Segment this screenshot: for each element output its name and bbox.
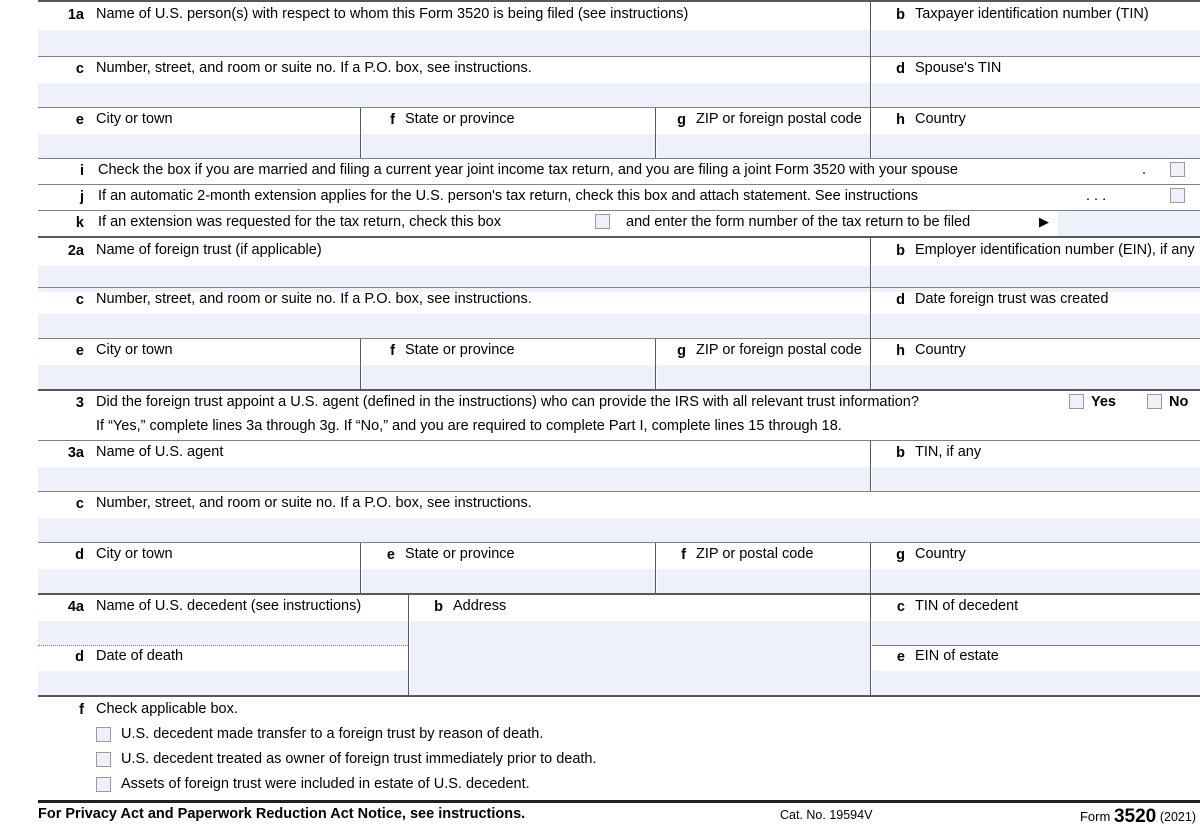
form-identifier bbox=[1080, 806, 1196, 828]
field-1d-input[interactable] bbox=[872, 83, 1200, 107]
line-4e-label: EIN of estate bbox=[915, 648, 999, 664]
line-3d-label: City or town bbox=[96, 546, 173, 562]
field-3d-input[interactable] bbox=[38, 569, 360, 593]
line-1i-number: i bbox=[79, 163, 84, 179]
line-3-subtext: If “Yes,” complete lines 3a through 3g. If “No,” and you are required to complete Part I, complete lines 15 through 18. bbox=[96, 418, 842, 434]
line-2d-number: d bbox=[896, 292, 905, 308]
field-4c[interactable] bbox=[870, 595, 1200, 645]
line-1i-checkbox[interactable] bbox=[1170, 162, 1185, 177]
line-1k-number: k bbox=[75, 215, 84, 231]
field-2g[interactable] bbox=[655, 339, 870, 389]
field-2h[interactable] bbox=[870, 339, 1200, 389]
line-4a-4e-block bbox=[38, 593, 1200, 695]
line-4c-label: TIN of decedent bbox=[915, 598, 1019, 614]
line-1c-number: c bbox=[75, 61, 84, 77]
privacy-act-notice: For Privacy Act and Paperwork Reduction Act Notice, see instructions. bbox=[38, 806, 526, 822]
field-1h-input[interactable] bbox=[872, 134, 1200, 158]
line-3-question: Did the foreign trust appoint a U.S. agent (defined in the instructions) who can provide the IRS with all relevant trust information? bbox=[96, 394, 919, 410]
field-3g[interactable] bbox=[870, 543, 1200, 593]
line-3g-number: g bbox=[896, 547, 905, 563]
line-4f-option-2-checkbox[interactable] bbox=[96, 752, 111, 767]
line-1g-number: g bbox=[677, 112, 686, 128]
line-3-question-block bbox=[38, 389, 1200, 440]
line-2c-label: Number, street, and room or suite no. If a P.O. box, see instructions. bbox=[96, 291, 532, 307]
field-2a[interactable] bbox=[38, 238, 870, 292]
line-1f-label: State or province bbox=[405, 111, 515, 127]
field-4e[interactable] bbox=[870, 645, 1200, 695]
field-4b-input[interactable] bbox=[410, 621, 870, 695]
line-3f-label: ZIP or postal code bbox=[696, 546, 814, 562]
field-1a[interactable] bbox=[38, 2, 870, 56]
line-4b-label: Address bbox=[453, 598, 507, 614]
line-2d-label: Date foreign trust was created bbox=[915, 291, 1109, 307]
line-2a-2b-block bbox=[38, 236, 1200, 292]
line-4f-option-2-label: U.S. decedent treated as owner of foreign trust immediately prior to death. bbox=[121, 751, 597, 767]
field-4b[interactable] bbox=[408, 595, 870, 695]
line-3-number: 3 bbox=[75, 395, 84, 411]
line-1k-checkbox[interactable] bbox=[595, 214, 610, 229]
field-2b[interactable] bbox=[870, 238, 1200, 292]
line-1h-label: Country bbox=[915, 111, 966, 127]
line-3b-number: b bbox=[896, 445, 905, 461]
line-2a-label: Name of foreign trust (if applicable) bbox=[96, 242, 322, 258]
field-4d[interactable] bbox=[38, 645, 408, 695]
form-word: Form bbox=[1079, 809, 1111, 824]
field-1b-input[interactable] bbox=[872, 30, 1200, 56]
field-3a[interactable] bbox=[38, 441, 870, 491]
line-3a-3b-block bbox=[38, 440, 1200, 491]
line-4d-label: Date of death bbox=[96, 648, 184, 664]
line-1d-label: Spouse's TIN bbox=[915, 60, 1002, 76]
field-2h-input[interactable] bbox=[872, 365, 1200, 389]
line-3-yes-checkbox[interactable] bbox=[1069, 394, 1084, 409]
line-4f-option-3-checkbox[interactable] bbox=[96, 777, 111, 792]
line-4a-label: Name of U.S. decedent (see instructions) bbox=[96, 598, 362, 614]
field-1g-input[interactable] bbox=[657, 134, 870, 158]
field-2c[interactable] bbox=[38, 288, 870, 338]
line-4f-option-1-checkbox[interactable] bbox=[96, 727, 111, 742]
line-2h-number: h bbox=[896, 343, 905, 359]
footer-rule bbox=[38, 800, 1200, 803]
field-1b[interactable] bbox=[870, 2, 1200, 56]
field-2c-input[interactable] bbox=[38, 314, 870, 338]
line-3c-block[interactable] bbox=[38, 491, 1200, 542]
field-2e[interactable] bbox=[38, 339, 360, 389]
line-1c-1d-block bbox=[38, 56, 1200, 107]
field-3b[interactable] bbox=[870, 441, 1200, 491]
line-1e-1h-block bbox=[38, 107, 1200, 158]
line-4a-number: 4a bbox=[67, 599, 84, 615]
line-1j-block[interactable] bbox=[38, 184, 1200, 210]
line-4f-number: f bbox=[79, 702, 84, 718]
line-1e-number: e bbox=[75, 112, 84, 128]
line-2c-2d-block bbox=[38, 287, 1200, 338]
line-4f-block bbox=[38, 695, 1200, 800]
line-1d-number: d bbox=[896, 61, 905, 77]
line-1k-label-before: If an extension was requested for the tax return, check this box bbox=[98, 214, 501, 230]
field-3g-input[interactable] bbox=[872, 569, 1200, 593]
line-1j-dots: . . . bbox=[1086, 188, 1107, 204]
rule-1k bbox=[38, 210, 1200, 211]
line-3-no-label: No bbox=[1169, 394, 1189, 410]
line-2g-label: ZIP or foreign postal code bbox=[696, 342, 862, 358]
form-number: 3520 bbox=[1113, 806, 1157, 827]
line-1j-label: If an automatic 2-month extension applies for the U.S. person's tax return, check this box and attach statement. See instructions bbox=[98, 188, 919, 204]
field-2f-input[interactable] bbox=[362, 365, 655, 389]
field-3b-input[interactable] bbox=[872, 467, 1200, 491]
line-3d-number: d bbox=[75, 547, 84, 563]
line-3-no-checkbox[interactable] bbox=[1147, 394, 1162, 409]
line-3f-number: f bbox=[681, 547, 686, 563]
line-1k-label-after: and enter the form number of the tax return to be filed bbox=[626, 214, 971, 230]
field-2e-input[interactable] bbox=[38, 365, 360, 389]
field-3e[interactable] bbox=[360, 543, 655, 593]
line-2h-label: Country bbox=[915, 342, 966, 358]
field-3a-input[interactable] bbox=[38, 467, 870, 491]
line-1i-block[interactable] bbox=[38, 158, 1200, 184]
line-2f-number: f bbox=[390, 343, 395, 359]
line-3-yes-label: Yes bbox=[1091, 394, 1116, 410]
line-2b-number: b bbox=[896, 243, 905, 259]
field-3c-input[interactable] bbox=[38, 518, 1200, 542]
field-1f[interactable] bbox=[360, 108, 655, 158]
line-1f-number: f bbox=[390, 112, 395, 128]
line-1c-label: Number, street, and room or suite no. If a P.O. box, see instructions. bbox=[96, 60, 532, 76]
line-4c-number: c bbox=[896, 599, 905, 615]
field-2d[interactable] bbox=[870, 288, 1200, 338]
field-3f-input[interactable] bbox=[657, 569, 870, 593]
line-1k-block[interactable] bbox=[38, 210, 1200, 236]
field-4e-input[interactable] bbox=[872, 671, 1200, 695]
line-4f-label: Check applicable box. bbox=[96, 701, 238, 717]
line-3e-number: e bbox=[386, 547, 395, 563]
line-3d-3g-block bbox=[38, 542, 1200, 593]
line-2b-label: Employer identification number (EIN), if any bbox=[915, 242, 1195, 258]
field-4c-input[interactable] bbox=[872, 621, 1200, 645]
line-4b-number: b bbox=[434, 599, 443, 615]
rule-1i bbox=[38, 158, 1200, 159]
line-1a-label: Name of U.S. person(s) with respect to whom this Form 3520 is being filed (see instructions) bbox=[96, 6, 689, 22]
line-1i-dots: . bbox=[1142, 162, 1147, 178]
field-2g-input[interactable] bbox=[657, 365, 870, 389]
field-1d[interactable] bbox=[870, 57, 1200, 107]
line-1k-form-number-input[interactable] bbox=[1058, 211, 1200, 236]
catalog-number: Cat. No. 19594V bbox=[780, 808, 873, 822]
line-4d-number: d bbox=[75, 649, 84, 665]
line-3e-label: State or province bbox=[405, 546, 515, 562]
rule-4f bbox=[38, 695, 1200, 697]
line-1h-number: h bbox=[896, 112, 905, 128]
line-3a-number: 3a bbox=[67, 445, 84, 461]
field-1f-input[interactable] bbox=[362, 134, 655, 158]
line-3c-number: c bbox=[75, 496, 84, 512]
field-4a-input[interactable] bbox=[38, 621, 408, 645]
line-2e-2h-block bbox=[38, 338, 1200, 389]
line-1a-number: 1a bbox=[67, 7, 84, 23]
rule-4d bbox=[38, 645, 408, 646]
rule-3c bbox=[38, 491, 1200, 492]
form-footer bbox=[0, 800, 1200, 826]
form-year: (2021) bbox=[1159, 810, 1196, 824]
line-2f-label: State or province bbox=[405, 342, 515, 358]
line-1e-label: City or town bbox=[96, 111, 173, 127]
field-1e[interactable] bbox=[38, 108, 360, 158]
line-1b-number: b bbox=[896, 7, 905, 23]
line-4f-option-1-label: U.S. decedent made transfer to a foreign trust by reason of death. bbox=[121, 726, 544, 742]
field-1c[interactable] bbox=[38, 57, 870, 107]
line-1j-checkbox[interactable] bbox=[1170, 188, 1185, 203]
line-1b-label: Taxpayer identification number (TIN) bbox=[915, 6, 1149, 22]
line-2g-number: g bbox=[677, 343, 686, 359]
field-3f[interactable] bbox=[655, 543, 870, 593]
field-4a[interactable] bbox=[38, 595, 408, 645]
rule-4e bbox=[872, 645, 1200, 646]
field-2d-input[interactable] bbox=[872, 314, 1200, 338]
line-2e-label: City or town bbox=[96, 342, 173, 358]
field-1a-input[interactable] bbox=[38, 30, 870, 56]
line-3g-label: Country bbox=[915, 546, 966, 562]
line-3b-label: TIN, if any bbox=[915, 444, 982, 460]
line-3a-label: Name of U.S. agent bbox=[96, 444, 224, 460]
line-4e-number: e bbox=[896, 649, 905, 665]
field-4d-input[interactable] bbox=[38, 671, 408, 695]
line-3c-label: Number, street, and room or suite no. If a P.O. box, see instructions. bbox=[96, 495, 532, 511]
right-arrow-icon: ▶ bbox=[1039, 214, 1049, 229]
line-4f-option-3-label: Assets of foreign trust were included in estate of U.S. decedent. bbox=[121, 776, 530, 792]
rule-1j bbox=[38, 184, 1200, 185]
line-1g-label: ZIP or foreign postal code bbox=[696, 111, 862, 127]
line-1a-1b-block bbox=[38, 0, 1200, 56]
field-2f[interactable] bbox=[360, 339, 655, 389]
field-3e-input[interactable] bbox=[362, 569, 655, 593]
rule-3 bbox=[38, 389, 1200, 391]
line-1i-label: Check the box if you are married and filing a current year joint income tax return, and you are filing a joint Form 3520 with your spouse bbox=[98, 162, 958, 178]
field-3d[interactable] bbox=[38, 543, 360, 593]
line-1j-number: j bbox=[79, 189, 84, 205]
field-1c-input[interactable] bbox=[38, 83, 870, 107]
line-2c-number: c bbox=[75, 292, 84, 308]
field-1h[interactable] bbox=[870, 108, 1200, 158]
field-1g[interactable] bbox=[655, 108, 870, 158]
line-2a-number: 2a bbox=[67, 243, 84, 259]
line-2e-number: e bbox=[75, 343, 84, 359]
field-1e-input[interactable] bbox=[38, 134, 360, 158]
